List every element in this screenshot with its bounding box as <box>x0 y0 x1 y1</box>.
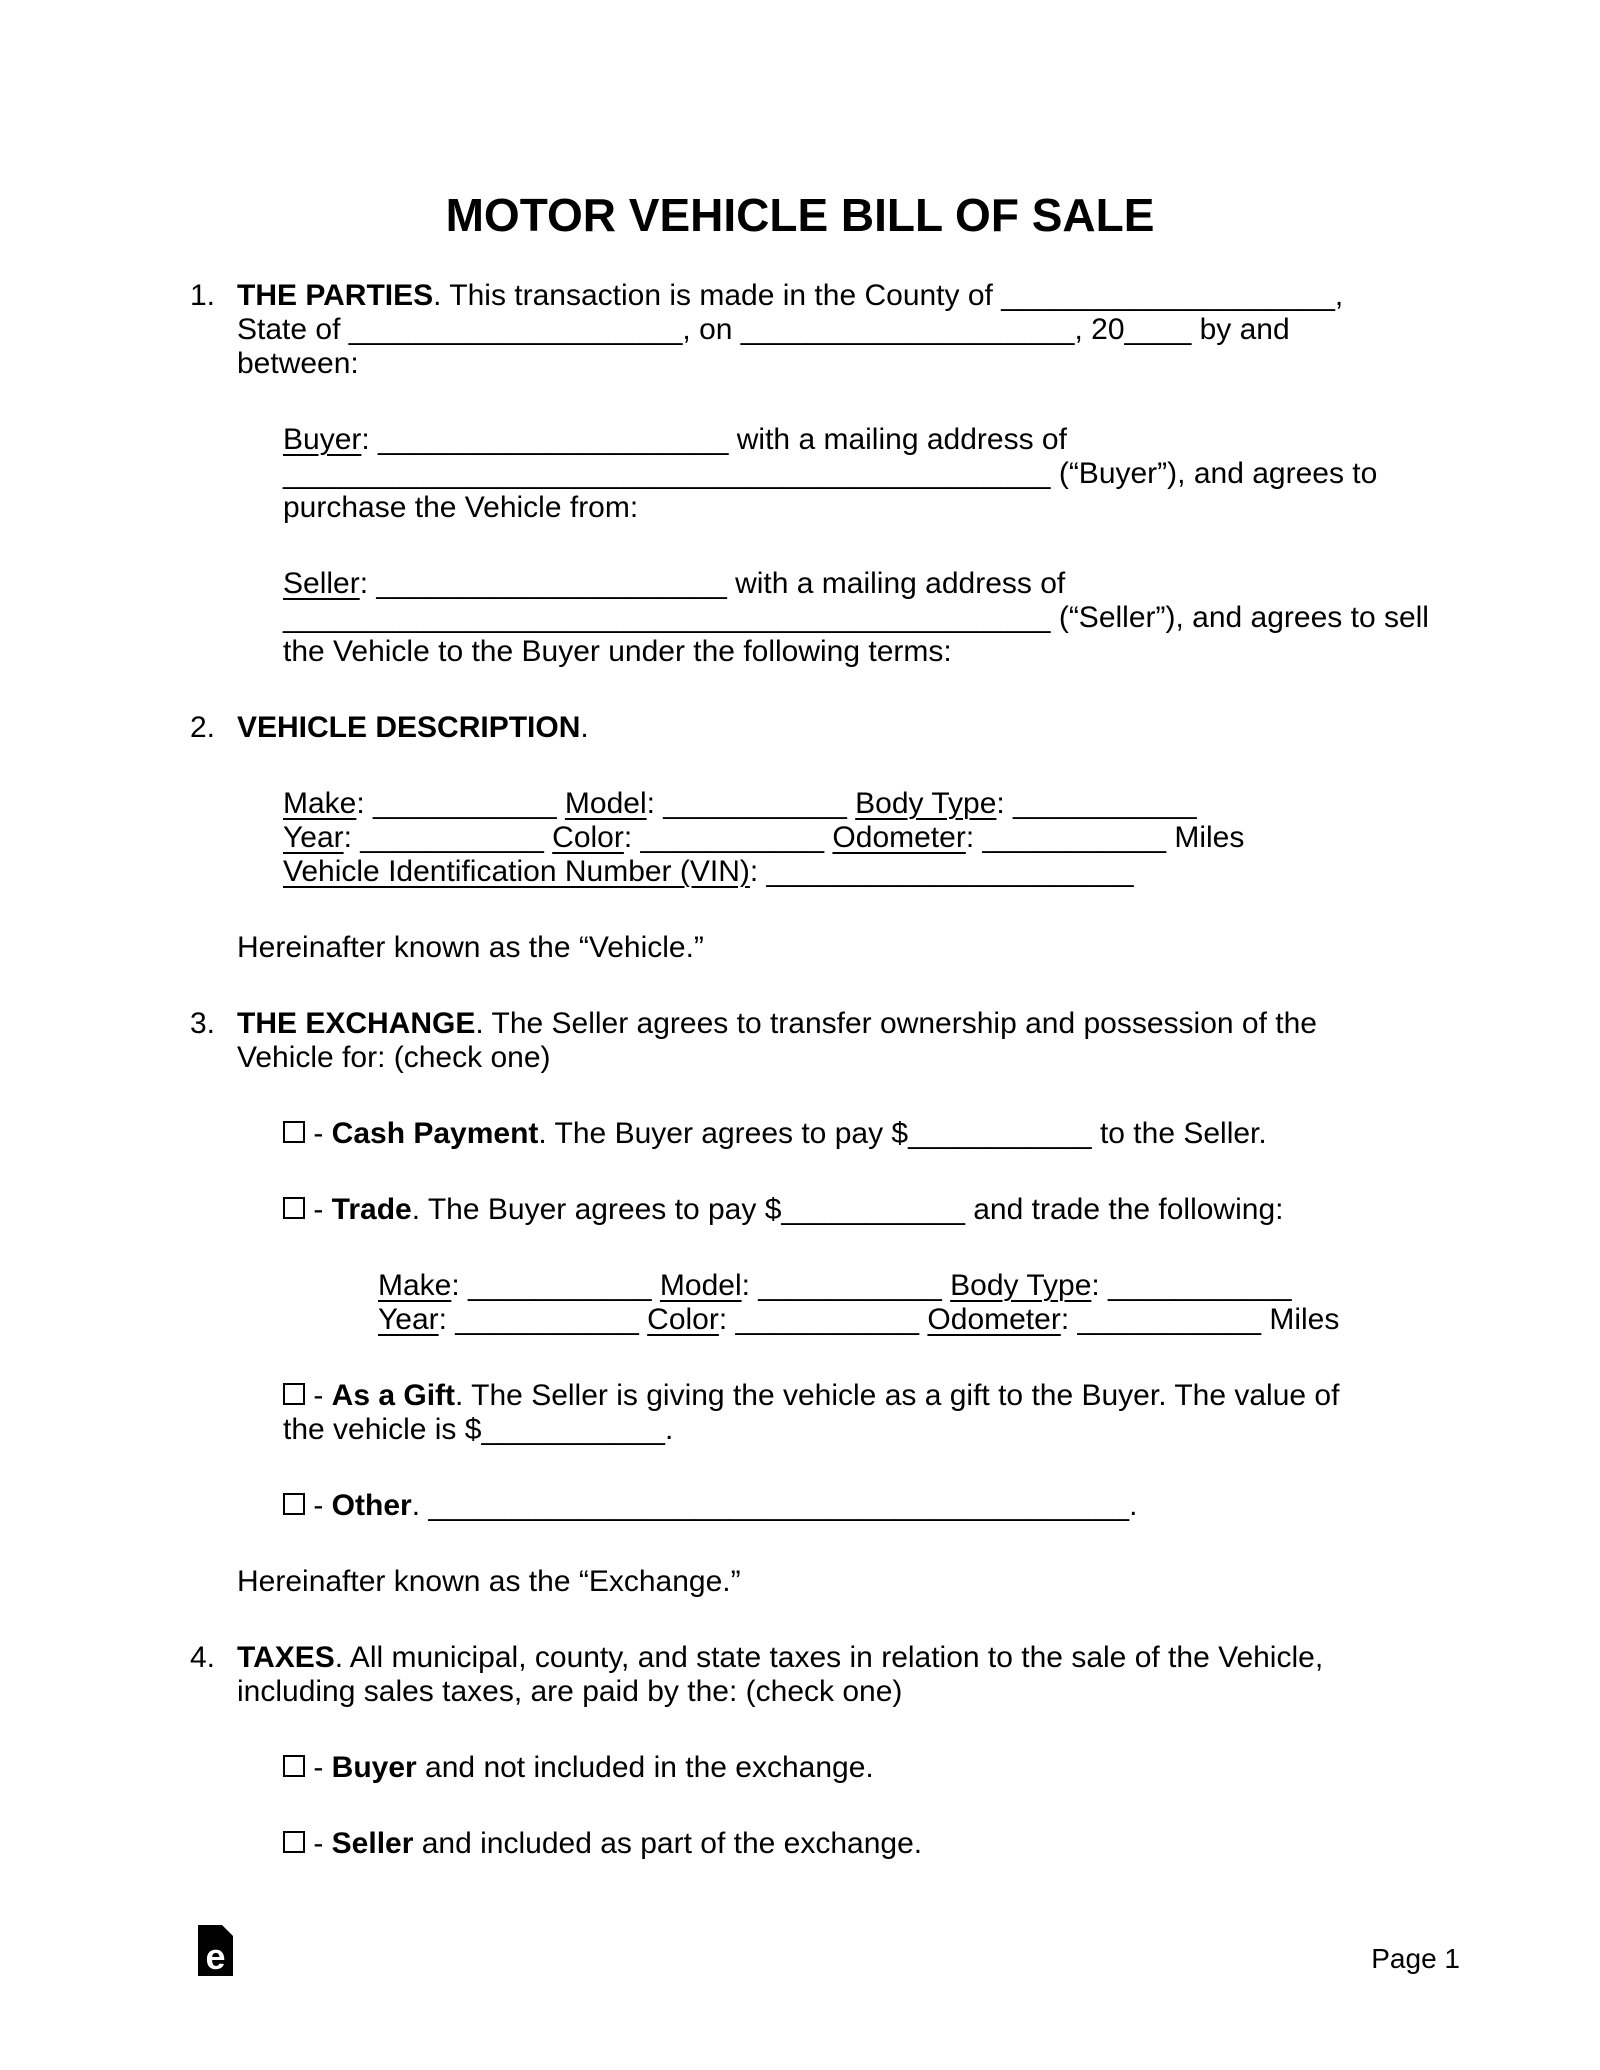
parties-intro-line2: State of ____________________, on ____________________, 20____ by and <box>237 313 1290 346</box>
exchange-intro-line2: Vehicle for: (check one) <box>237 1041 551 1074</box>
vehicle-fields-line3 <box>283 855 1460 889</box>
gift-rest: . The Seller is giving the vehicle as a gift to the Buyer. The value of <box>455 1379 1340 1412</box>
odometer-blank: : ___________ Miles <box>965 821 1245 854</box>
section-number: 4. <box>190 1641 216 1674</box>
taxes-intro-line2: including sales taxes, are paid by the: (check one) <box>237 1675 903 1708</box>
section-number: 2. <box>190 711 216 744</box>
vin-blank: : ______________________ <box>749 855 1134 888</box>
trade-label: Trade <box>331 1193 412 1226</box>
model-label: Model <box>564 787 647 820</box>
cash-rest: . The Buyer agrees to pay $___________ to the Seller. <box>538 1117 1267 1150</box>
trade-model-blank: : ___________ <box>741 1269 951 1302</box>
option-trade <box>283 1193 1460 1227</box>
odometer-label: Odometer <box>832 821 966 854</box>
trade-checkbox-icon[interactable] <box>283 1197 305 1219</box>
hereinafter-exchange: Hereinafter known as the “Exchange.” <box>237 1565 741 1598</box>
seller-label: Seller <box>283 567 360 600</box>
seller-line1 <box>283 567 1460 601</box>
buyer-line1 <box>283 423 1460 457</box>
seller-address-blank: ______________________________________________ (“Seller”), and agrees to sell <box>283 601 1429 634</box>
tax-seller-sep: - <box>305 1827 332 1860</box>
taxes-intro-rest: . All municipal, county, and state taxes in relation to the sale of the Vehicle, <box>334 1641 1324 1674</box>
hereinafter-vehicle: Hereinafter known as the “Vehicle.” <box>237 931 704 964</box>
section-vehicle-description <box>190 711 1460 745</box>
tax-buyer-checkbox-icon[interactable] <box>283 1755 305 1777</box>
gift-line2: the vehicle is $___________. <box>283 1413 674 1446</box>
trade-color-blank: : ___________ <box>718 1303 928 1336</box>
trade-color-label: Color <box>647 1303 719 1336</box>
body-type-label: Body Type <box>855 787 997 820</box>
seller-name-blank: : _____________________ with a mailing address of <box>359 567 1066 600</box>
trade-odometer-blank: : ___________ Miles <box>1060 1303 1340 1336</box>
tax-option-seller <box>283 1827 1460 1861</box>
tax-buyer-label: Buyer <box>331 1751 417 1784</box>
page-number: Page 1 <box>1371 1943 1460 1974</box>
trade-odometer-label: Odometer <box>927 1303 1061 1336</box>
seller-line3: the Vehicle to the Buyer under the following terms: <box>283 635 952 668</box>
cash-checkbox-icon[interactable] <box>283 1121 305 1143</box>
exchange-intro-line1 <box>237 1007 1460 1041</box>
document-content <box>190 190 1460 1861</box>
trade-make-label: Make <box>378 1269 452 1302</box>
trade-vehicle-line2 <box>378 1303 1460 1337</box>
section-exchange <box>190 1007 1460 1075</box>
option-gift <box>283 1379 1460 1447</box>
vehicle-fields-line1 <box>283 787 1460 821</box>
section-taxes <box>190 1641 1460 1709</box>
seller-paragraph <box>283 567 1460 669</box>
buyer-paragraph <box>283 423 1460 525</box>
tax-option-buyer <box>283 1751 1460 1785</box>
color-blank: : ___________ <box>623 821 833 854</box>
section-parties <box>190 279 1460 381</box>
trade-body-type-blank: : ___________ <box>1091 1269 1292 1302</box>
trade-vehicle-line1 <box>378 1269 1460 1303</box>
section-number: 3. <box>190 1007 216 1040</box>
trade-line <box>283 1193 1460 1227</box>
trade-vehicle-fields-block <box>378 1269 1460 1337</box>
body-type-blank: : ___________ <box>996 787 1197 820</box>
vin-label: Vehicle Identification Number (VIN) <box>283 855 750 888</box>
option-cash <box>283 1117 1460 1151</box>
gift-label: As a Gift <box>331 1379 456 1412</box>
eforms-logo-letter: e <box>205 1936 226 1977</box>
other-line <box>283 1489 1460 1523</box>
cash-line <box>283 1117 1460 1151</box>
vehicle-fields-line2 <box>283 821 1460 855</box>
year-label: Year <box>283 821 344 854</box>
vehicle-description-heading-period: . <box>580 711 589 744</box>
other-blank: . __________________________________________. <box>411 1489 1138 1522</box>
trade-rest: . The Buyer agrees to pay $___________ and trade the following: <box>411 1193 1284 1226</box>
make-label: Make <box>283 787 357 820</box>
parties-intro-line3: between: <box>237 347 359 380</box>
taxes-heading: TAXES <box>237 1641 335 1674</box>
tax-buyer-sep: - <box>305 1751 332 1784</box>
gift-line1 <box>283 1379 1460 1413</box>
other-label: Other <box>331 1489 412 1522</box>
tax-seller-rest: and included as part of the exchange. <box>413 1827 923 1860</box>
section-number: 1. <box>190 279 216 312</box>
buyer-label: Buyer <box>283 423 362 456</box>
parties-intro-line1 <box>237 279 1460 313</box>
trade-make-blank: : ___________ <box>451 1269 660 1302</box>
year-blank: : ___________ <box>343 821 553 854</box>
trade-year-label: Year <box>378 1303 439 1336</box>
trade-body-type-label: Body Type <box>950 1269 1092 1302</box>
other-checkbox-icon[interactable] <box>283 1493 305 1515</box>
trade-year-blank: : ___________ <box>438 1303 648 1336</box>
model-blank: : ___________ <box>646 787 856 820</box>
parties-heading: THE PARTIES <box>237 279 434 312</box>
make-blank: : ___________ <box>356 787 565 820</box>
tax-seller-line <box>283 1827 1460 1861</box>
eforms-logo <box>198 1925 233 1976</box>
gift-sep: - <box>305 1379 332 1412</box>
vehicle-fields-block <box>283 787 1460 889</box>
vehicle-description-heading: VEHICLE DESCRIPTION <box>237 711 581 744</box>
tax-buyer-rest: and not included in the exchange. <box>416 1751 874 1784</box>
buyer-address-blank: ______________________________________________ (“Buyer”), and agrees to <box>283 457 1378 490</box>
cash-label: Cash Payment <box>331 1117 539 1150</box>
color-label: Color <box>552 821 624 854</box>
cash-sep: - <box>305 1117 332 1150</box>
taxes-intro-line1 <box>237 1641 1460 1675</box>
trade-model-label: Model <box>659 1269 742 1302</box>
buyer-name-blank: : _____________________ with a mailing address of <box>361 423 1067 456</box>
tax-buyer-line <box>283 1751 1460 1785</box>
other-sep: - <box>305 1489 332 1522</box>
tax-seller-checkbox-icon[interactable] <box>283 1831 305 1853</box>
gift-checkbox-icon[interactable] <box>283 1383 305 1405</box>
document-title: MOTOR VEHICLE BILL OF SALE <box>445 189 1155 241</box>
trade-sep: - <box>305 1193 332 1226</box>
option-other <box>283 1489 1460 1523</box>
exchange-intro-rest: . The Seller agrees to transfer ownership and possession of the <box>475 1007 1317 1040</box>
tax-seller-label: Seller <box>331 1827 414 1860</box>
buyer-line3: purchase the Vehicle from: <box>283 491 639 524</box>
parties-intro-rest: . This transaction is made in the County of ____________________, <box>433 279 1344 312</box>
exchange-heading: THE EXCHANGE <box>237 1007 476 1040</box>
vehicle-description-heading-line <box>237 711 1460 745</box>
